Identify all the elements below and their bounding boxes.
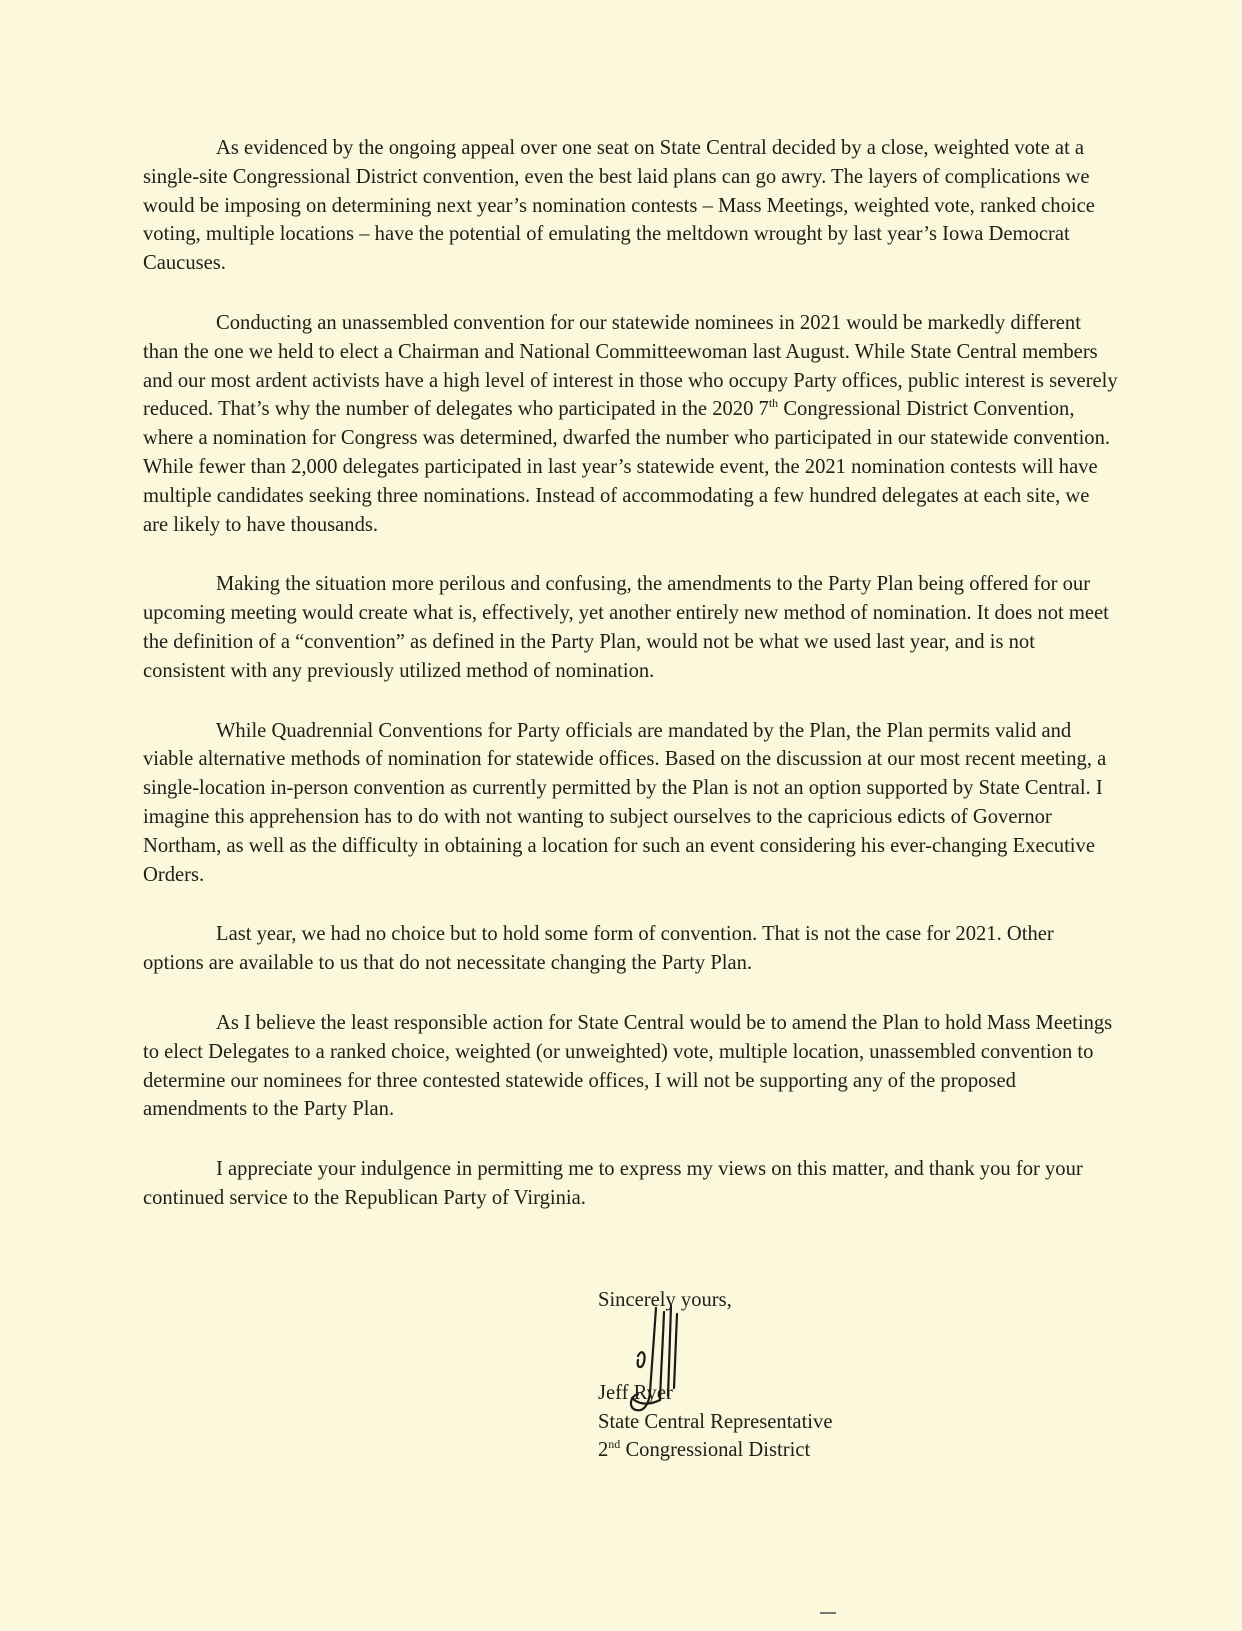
paragraph-appeal: As evidenced by the ongoing appeal over one seat on State Central decided by a close, weighted vote at a single-site Congressional District convention, even the best laid plans can go awry. The layers of complications we would be imposing on determining next year’s nomination contests – Mass Meetings, weighted vote, ranked choice voting, multiple locations – have the potential of emulating the meltdown wrought by last year’s Iowa Democrat Caucuses. (143, 137, 1095, 275)
ordinal-suffix-th: th (768, 396, 779, 411)
signer-title: State Central Representative (598, 1410, 833, 1433)
signer-district (598, 1436, 1018, 1465)
paragraph-quadrennial-conventions: While Quadrennial Conventions for Party officials are mandated by the Plan, the Plan permits valid and viable alternative methods of nomination for statewide offices. Based on the discussion at our most recent meeting, a single-location in-person convention as currently permitted by the Plan is not an option supported by State Central. I imagine this apprehension has to do with not wanting to subject ourselves to the capricious edicts of Governor Northam, as well as the difficulty in obtaining a location for such an event considering his ever-changing Executive Orders. (143, 719, 1107, 886)
paragraph-unassembled-convention-part1: Conducting an unassembled convention for our statewide nominees in 2021 would be markedly different than the one we held to elect a Chairman and National Committeewoman last August. While State Central members and our most ardent activists have a high level of interest in those who occupy Party offices, public interest is severely reduced. That’s why the number of delegates who participated in the 2020 7 (143, 311, 1118, 421)
paragraph-unassembled-convention-part2: Congressional District Convention, where a nomination for Congress was determined, dwarfed the number who participated in our statewide convention. While fewer than 2,000 delegates participated in last year’s statewide event, the 2021 nomination contests will have multiple candidates seeking three nominations. Instead of accommodating a few hundred delegates at each site, we are likely to have thousands. (143, 398, 1111, 536)
paragraph-unassembled-convention (143, 309, 1119, 539)
paragraph-position: As I believe the least responsible action for State Central would be to amend the Plan to hold Mass Meetings to elect Delegates to a ranked choice, weighted (or unweighted) vote, multiple location, unassembled convention to determine our nominees for three contested statewide offices, I will not be supporting any of the proposed amendments to the Party Plan. (143, 1011, 1113, 1121)
paragraph-amendments: Making the situation more perilous and confusing, the amendments to the Party Plan being offered for our upcoming meeting would create what is, effectively, yet another entirely new method of nomination. It does not meet the definition of a “convention” as defined in the Party Plan, would not be what we used last year, and is not consistent with any previously utilized method of nomination. (143, 573, 1109, 682)
district-number: 2 (598, 1439, 609, 1462)
page-mark (820, 1612, 836, 1614)
valediction: Sincerely yours, (598, 1289, 732, 1311)
paragraph-appreciation: I appreciate your indulgence in permitting me to express my views on this matter, and thank you for your continued service to the Republican Party of Virginia. (143, 1158, 1083, 1209)
letter-body (143, 134, 1119, 1244)
ordinal-suffix-nd: nd (608, 1437, 621, 1452)
district-label: Congressional District (620, 1439, 811, 1462)
closing-block (598, 1286, 1018, 1465)
paragraph-last-year: Last year, we had no choice but to hold some form of convention. That is not the case for 2021. Other options are available to us that do not necessitate changing the Party Plan. (143, 923, 1054, 975)
signer-name: Jeff Ryer (598, 1381, 673, 1404)
